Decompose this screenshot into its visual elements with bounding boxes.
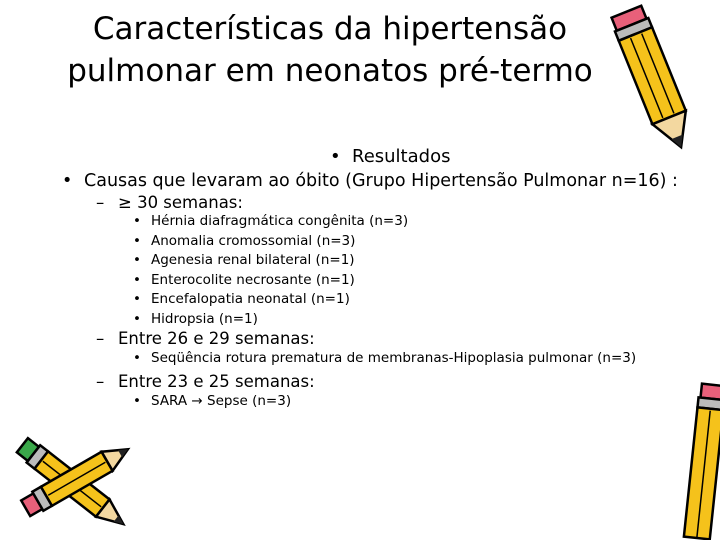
item-prefix: SARA: [151, 393, 188, 409]
section-label: Entre 23 e 25 semanas:: [118, 372, 315, 391]
section-26-29-weeks: – Entre 26 e 29 semanas:: [96, 329, 315, 348]
item-suffix: Sepse (n=3): [207, 393, 292, 409]
pencil-icon: [682, 380, 720, 540]
list-item: • Anomalia cromossomial (n=3): [131, 232, 408, 252]
subheading-text: Resultados: [352, 146, 451, 167]
list-item: • Agenesia renal bilateral (n=1): [131, 251, 408, 271]
crossed-pencils-icon: [0, 430, 150, 540]
list-item: • Seqüência rotura prematura de membranas-Hipoplasia pulmonar (n=3): [131, 349, 636, 369]
slide-title: Características da hipertensão pulmonar em neonatos pré-termo: [67, 11, 593, 89]
pencil-icon: [606, 0, 706, 170]
list-item: • Hérnia diafragmática congênita (n=3): [131, 212, 408, 232]
section-label: Entre 26 e 29 semanas:: [118, 329, 315, 348]
section-23-25-weeks: – Entre 23 e 25 semanas:: [96, 372, 315, 391]
main-bullet-text: Causas que levaram ao óbito (Grupo Hipertensão Pulmonar n=16) :: [84, 171, 678, 191]
arrow-icon: →: [191, 393, 203, 409]
section-30-weeks-list: [131, 212, 408, 330]
list-item: [131, 392, 291, 412]
subheading: • Resultados: [330, 146, 451, 167]
section-23-25-weeks-list: [131, 392, 291, 412]
list-item: • Encefalopatia neonatal (n=1): [131, 290, 408, 310]
section-label: ≥ 30 semanas:: [118, 193, 243, 212]
main-bullet: • Causas que levaram ao óbito (Grupo Hipertensão Pulmonar n=16) :: [62, 171, 678, 191]
list-item: • Enterocolite necrosante (n=1): [131, 271, 408, 291]
section-26-29-weeks-list: [131, 349, 636, 369]
section-30-weeks: – ≥ 30 semanas:: [96, 193, 243, 212]
list-item: • Hidropsia (n=1): [131, 310, 408, 330]
